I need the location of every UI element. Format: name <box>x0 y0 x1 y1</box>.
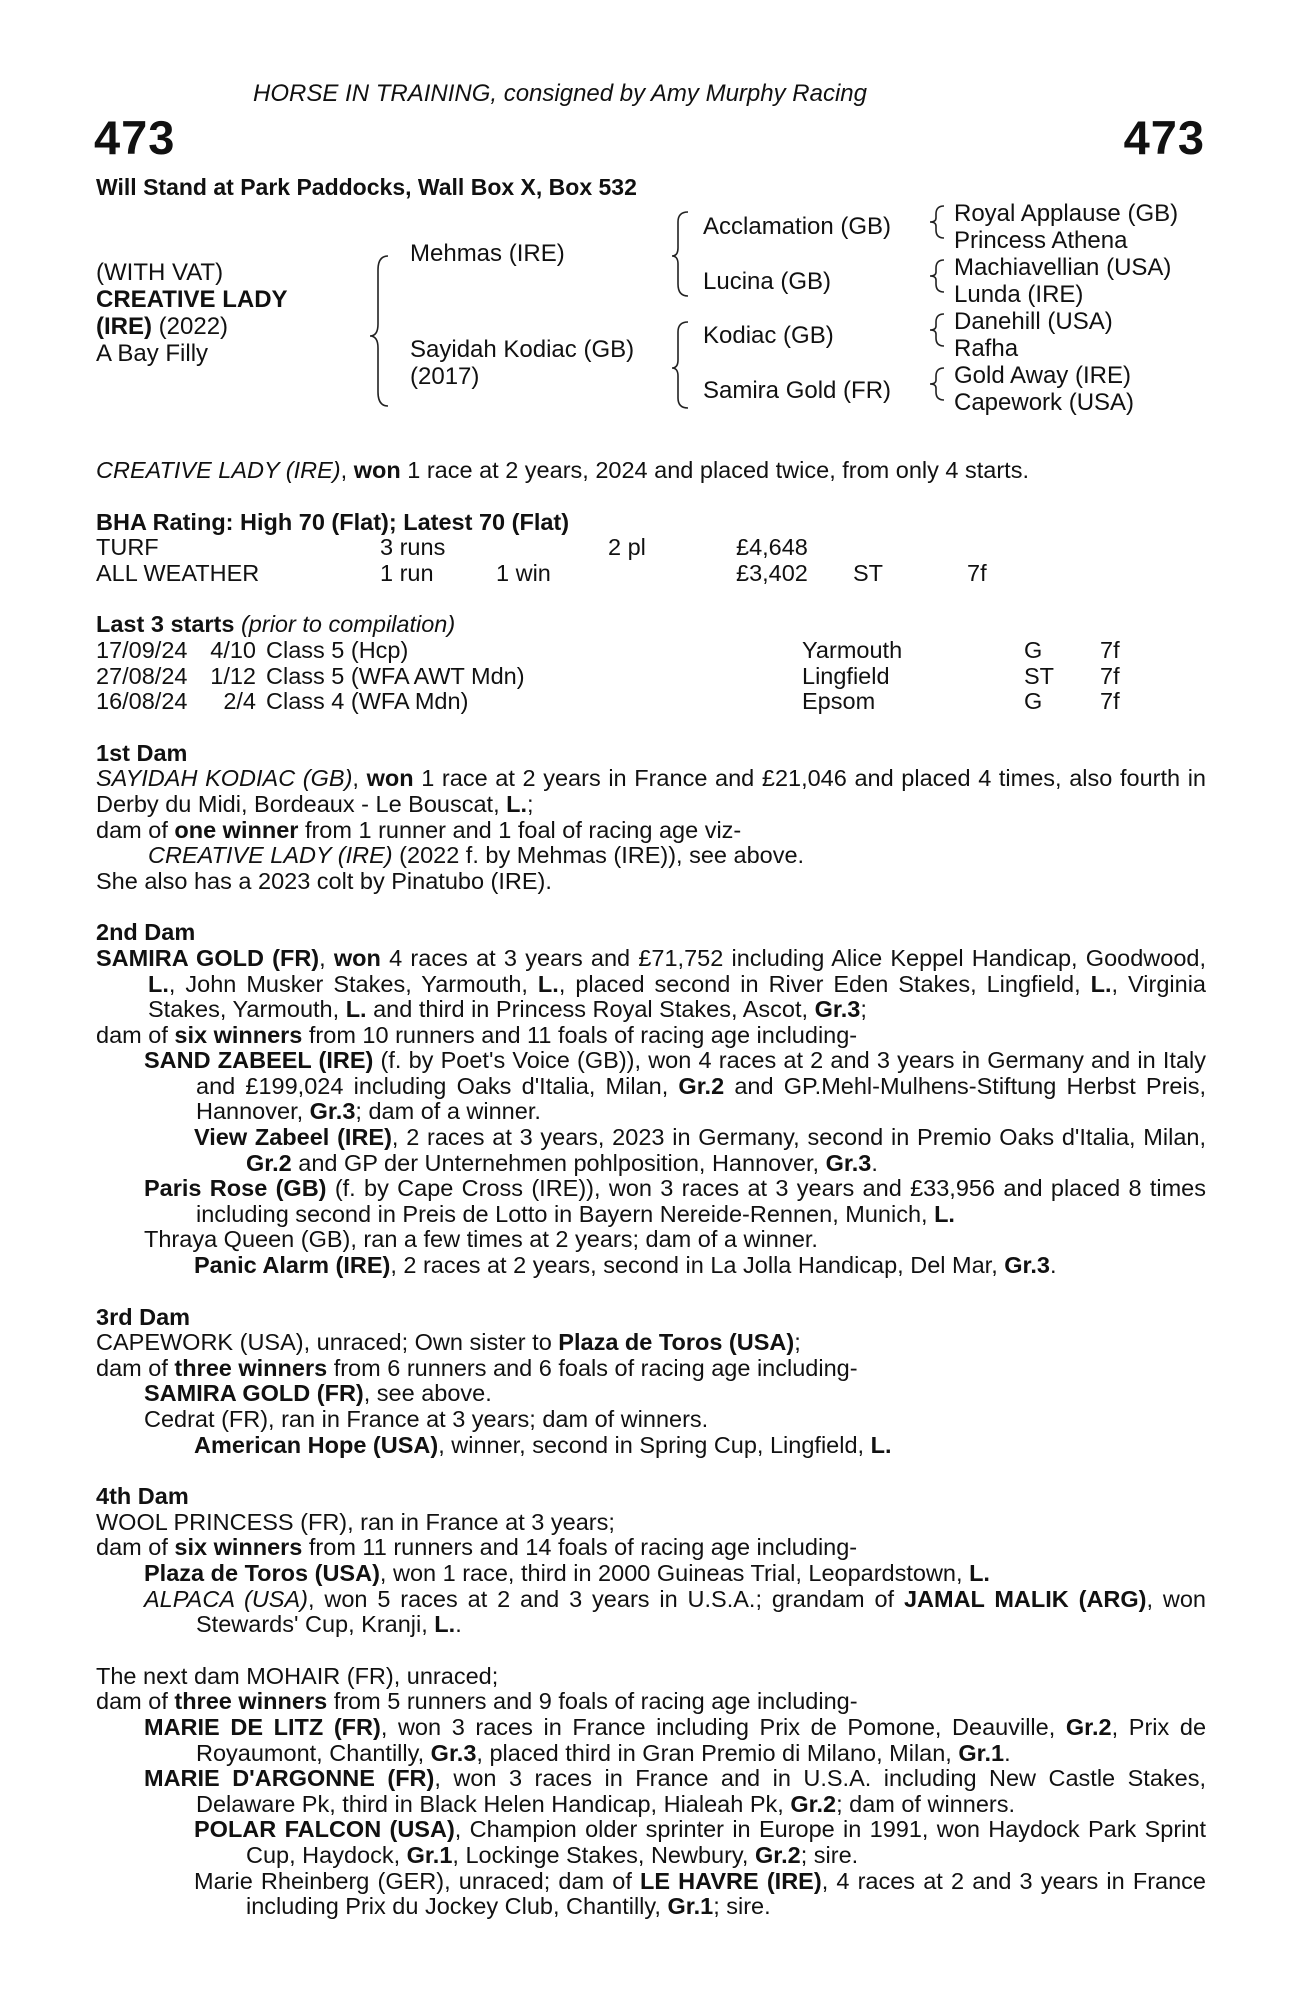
rating-table <box>96 535 987 586</box>
third-dam-heading: 3rd Dam <box>96 1303 191 1330</box>
produce-entry: MARIE D'ARGONNE (FR), won 3 races in France and in U.S.A. including New Castle Stakes, Delaware Pk, third in Black Helen Handicap, Hialeah Pk, Gr.2; dam of winners. <box>144 1765 1206 1817</box>
first-dam-heading: 1st Dam <box>96 739 188 766</box>
table-row: 27/08/24 1/12 Class 5 (WFA AWT Mdn) Lingfield ST 7f <box>96 662 1120 689</box>
produce-entry: Paris Rose (GB) (f. by Cape Cross (IRE)), won 3 races at 3 years and £33,956 and placed 8 times including second in Preis de Lotto in Bayern Nereide-Rennen, Munich, L. <box>144 1175 1206 1227</box>
second-dam-heading: 2nd Dam <box>96 919 196 946</box>
sire: Mehmas (IRE) <box>410 240 565 267</box>
lot-number-left: 473 <box>94 111 176 164</box>
first-dam-produce: dam of one winner from 1 runner and 1 foal of racing age viz- <box>96 816 742 843</box>
first-dam-note: She also has a 2023 colt by Pinatubo (IRE). <box>96 867 552 894</box>
next-dam-produce: dam of three winners from 5 runners and 9 foals of racing age including- <box>96 1688 858 1715</box>
gen4-ancestor: Lunda (IRE) <box>954 281 1084 308</box>
dam <box>410 336 634 390</box>
dam-sire: Kodiac (GB) <box>703 322 834 349</box>
produce-entry: ALPACA (USA), won 5 races at 2 and 3 years in U.S.A.; grandam of JAMAL MALIK (ARG), won Stewards' Cup, Kranji, L.. <box>144 1585 1206 1638</box>
table-row: 17/09/24 4/10 Class 5 (Hcp) Yarmouth G 7f <box>96 636 1120 663</box>
fourth-dam-produce: dam of six winners from 11 runners and 14 foals of racing age including- <box>96 1534 858 1561</box>
fourth-dam-heading: 4th Dam <box>96 1483 189 1510</box>
gen4-ancestor: Gold Away (IRE) <box>954 362 1131 389</box>
last-starts-table <box>96 638 1120 715</box>
produce-entry: Thraya Queen (GB), ran a few times at 2 years; dam of a winner. <box>144 1226 818 1253</box>
produce-entry: Plaza de Toros (USA), won 1 race, third in 2000 Guineas Trial, Leopardstown, L. <box>144 1559 990 1586</box>
produce-entry: View Zabeel (IRE), 2 races at 3 years, 2023 in Germany, second in Premio Oaks d'Italia, Milan, Gr.2 and GP der Unternehmen pohlposition, Hannover, Gr.3. <box>194 1124 1206 1176</box>
gen4-ancestor: Rafha <box>954 335 1019 362</box>
second-dam-record: SAMIRA GOLD (FR), won 4 races at 3 years and £71,752 including Alice Keppel Handicap, Goodwood, L., John Musker Stakes, Yarmouth, L., placed second in River Eden Stakes, Lingfield, L., Virginia Stakes, Yarmouth, L. and third in Princess Royal Stakes, Ascot, Gr.3; <box>96 944 1207 1023</box>
produce-entry: POLAR FALCON (USA), Champion older sprinter in Europe in 1991, won Haydock Park Sprint Cup, Haydock, Gr.1, Lockinge Stakes, Newbury, Gr.2; sire. <box>194 1816 1207 1868</box>
second-dam-produce: dam of six winners from 10 runners and 11 foals of racing age including- <box>96 1021 858 1048</box>
produce-entry: Cedrat (FR), ran in France at 3 years; dam of winners. <box>144 1406 709 1432</box>
produce-entry: MARIE DE LITZ (FR), won 3 races in France including Prix de Pomone, Deauville, Gr.2, Prix de Royaumont, Chantilly, Gr.3, placed third in Gran Premio di Milano, Milan, Gr.1. <box>144 1713 1207 1766</box>
gen4-ancestor: Princess Athena <box>954 227 1128 254</box>
dam-name: Sayidah Kodiac (GB) <box>410 336 635 363</box>
produce-entry: SAMIRA GOLD (FR), see above. <box>144 1380 492 1407</box>
dam-dam: Samira Gold (FR) <box>703 377 892 404</box>
produce-entry: American Hope (USA), winner, second in Spring Cup, Lingfield, L. <box>194 1431 892 1458</box>
gen4-ancestor: Danehill (USA) <box>954 308 1113 335</box>
produce-entry: Marie Rheinberg (GER), unraced; dam of LE HAVRE (IRE), 4 races at 2 and 3 years in France including Prix du Jockey Club, Chantilly, Gr.1; sire. <box>194 1867 1206 1920</box>
table-row: ALL WEATHER 1 run 1 win £3,402 ST 7f <box>96 559 987 586</box>
table-row: TURF 3 runs 2 pl £4,648 <box>96 534 808 561</box>
gen4-ancestor: Capework (USA) <box>954 389 1135 416</box>
first-dam-record: SAYIDAH KODIAC (GB), won 1 race at 2 years in France and £21,046 and placed 4 times, also fourth in Derby du Midi, Bordeaux - Le Bouscat, L.; <box>96 765 1206 817</box>
fourth-generation <box>954 200 1178 416</box>
vat-label: (WITH VAT) <box>96 259 224 286</box>
table-row: 16/08/24 2/4 Class 4 (WFA Mdn) Epsom G 7f <box>96 688 1120 715</box>
next-dam-record: The next dam MOHAIR (FR), unraced; <box>96 1662 499 1689</box>
produce-entry: Panic Alarm (IRE), 2 races at 2 years, second in La Jolla Handicap, Del Mar, Gr.3. <box>194 1252 1057 1279</box>
gen4-ancestor: Machiavellian (USA) <box>954 254 1172 281</box>
horse-name: CREATIVE LADY <box>96 286 288 313</box>
produce-entry: SAND ZABEEL (IRE) (f. by Poet's Voice (GB)), won 4 races at 2 and 3 years in Germany and in Italy and £199,024 including Oaks d'Italia, Milan, Gr.2 and GP.Mehl-Mulhens-Stiftung Herbst Preis, Hannover, Gr.3; dam of a winner. <box>144 1047 1206 1125</box>
fourth-dam-record: WOOL PRINCESS (FR), ran in France at 3 years; <box>96 1508 615 1535</box>
horse-description: A Bay Filly <box>96 340 209 367</box>
third-dam-record: CAPEWORK (USA), unraced; Own sister to Plaza de Toros (USA); <box>96 1329 801 1356</box>
sire-sire: Acclamation (GB) <box>703 213 892 240</box>
last-starts-heading: Last 3 starts (prior to compilation) <box>96 611 456 638</box>
dam-year: (2017) <box>410 363 480 390</box>
lot-number-right: 473 <box>1123 111 1205 164</box>
bha-rating: BHA Rating: High 70 (Flat); Latest 70 (Flat) <box>96 508 570 535</box>
horse-name-year: (IRE) (2022) <box>96 313 229 340</box>
race-summary: CREATIVE LADY (IRE), won 1 race at 2 years, 2024 and placed twice, from only 4 starts. <box>96 457 1029 483</box>
catalogue-body <box>96 458 1206 1920</box>
third-dam-produce: dam of three winners from 6 runners and 6 foals of racing age including- <box>96 1354 858 1381</box>
first-dam-foal: CREATIVE LADY (IRE) (2022 f. by Mehmas (IRE)), see above. <box>148 842 805 869</box>
consignment-header: HORSE IN TRAINING, consigned by Amy Murphy Racing <box>253 80 867 107</box>
stand-location: Will Stand at Park Paddocks, Wall Box X, Box 532 <box>96 174 637 200</box>
gen4-ancestor: Royal Applause (GB) <box>954 200 1179 227</box>
sire-dam: Lucina (GB) <box>703 268 832 295</box>
